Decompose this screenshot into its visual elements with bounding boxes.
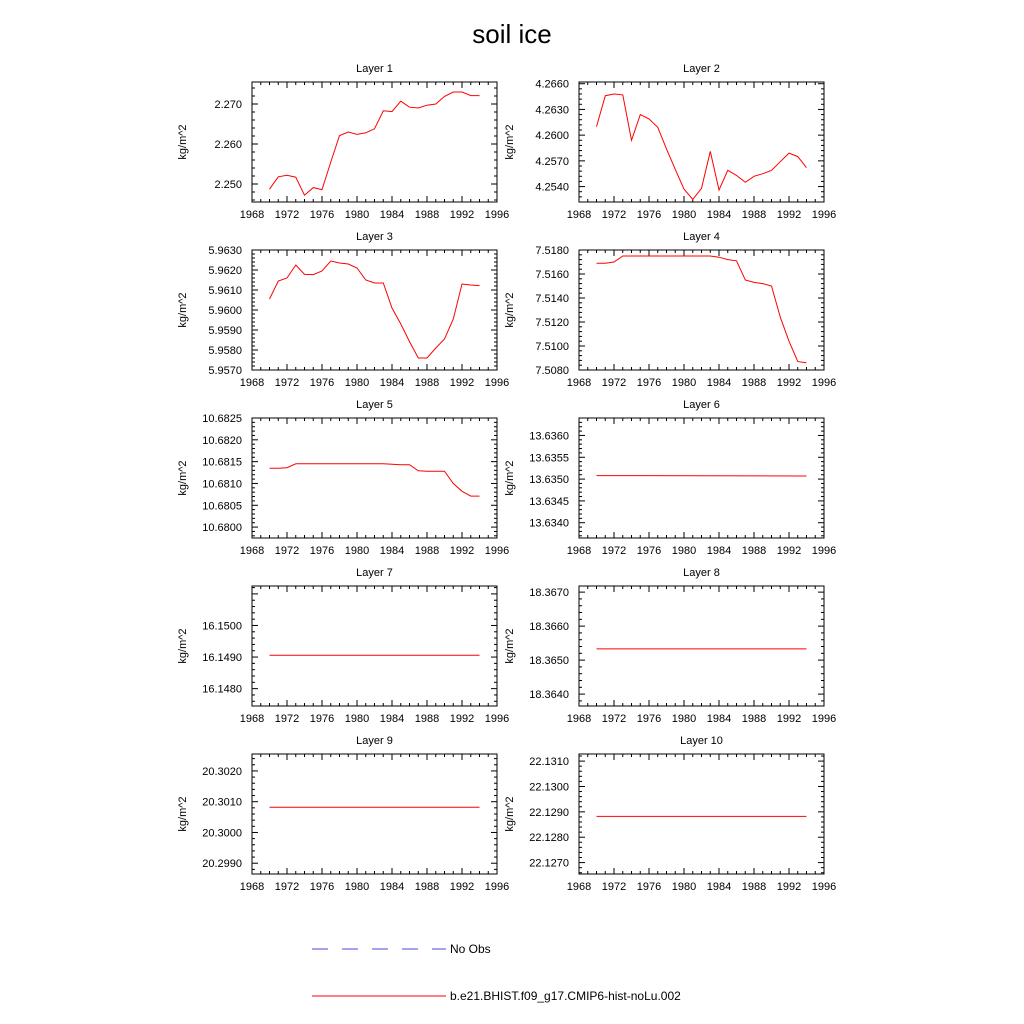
y-tick-label: 10.6820: [202, 434, 242, 447]
x-tick-label: 1988: [741, 713, 767, 725]
x-tick-label: 1968: [566, 545, 592, 557]
y-tick-label: 5.9630: [208, 245, 242, 257]
y-axis-label: kg/m^2: [504, 796, 516, 832]
x-tick-label: 1972: [601, 713, 627, 725]
y-tick-label: 13.6345: [529, 495, 569, 508]
x-tick-label: 1972: [274, 209, 300, 221]
y-tick-label: 2.270: [214, 99, 242, 111]
y-tick-label: 22.1290: [529, 806, 569, 819]
x-tick-label: 1968: [239, 545, 265, 557]
x-tick-label: 1980: [344, 545, 370, 557]
x-tick-label: 1968: [566, 881, 592, 893]
y-axis-label: kg/m^2: [504, 460, 516, 496]
y-tick-label: 4.2600: [535, 130, 569, 143]
x-tick-label: 1992: [449, 377, 475, 389]
y-tick-label: 22.1310: [529, 756, 569, 769]
y-tick-label: 7.5120: [535, 317, 569, 329]
y-tick-label: 5.9620: [208, 265, 242, 277]
y-tick-label: 4.2630: [535, 104, 569, 117]
x-tick-label: 1984: [379, 209, 405, 221]
panel-title: Layer 7: [356, 567, 393, 579]
x-tick-label: 1996: [484, 377, 510, 389]
x-tick-label: 1996: [811, 545, 837, 557]
panel-title: Layer 2: [683, 63, 720, 75]
x-tick-label: 1988: [741, 545, 767, 557]
x-tick-label: 1996: [484, 209, 510, 221]
x-tick-label: 1992: [776, 377, 802, 389]
y-tick-label: 10.6810: [202, 478, 242, 491]
x-tick-label: 1996: [484, 713, 510, 725]
y-tick-label: 10.6800: [202, 522, 242, 535]
y-tick-label: 13.6360: [529, 430, 569, 443]
x-tick-label: 1968: [239, 209, 265, 221]
y-tick-label: 5.9590: [208, 325, 242, 337]
x-tick-label: 1976: [636, 209, 662, 221]
x-tick-label: 1972: [274, 881, 300, 893]
x-tick-label: 1996: [484, 545, 510, 557]
y-tick-label: 20.3000: [202, 827, 242, 840]
x-tick-label: 1980: [671, 545, 697, 557]
x-tick-label: 1968: [239, 713, 265, 725]
x-tick-label: 1988: [741, 209, 767, 221]
x-tick-label: 1988: [741, 881, 767, 893]
x-tick-label: 1996: [484, 881, 510, 893]
y-tick-label: 13.6340: [529, 517, 569, 530]
x-tick-label: 1988: [741, 377, 767, 389]
x-tick-label: 1972: [601, 545, 627, 557]
y-tick-label: 10.6815: [202, 456, 242, 469]
x-tick-label: 1992: [776, 713, 802, 725]
y-tick-label: 2.250: [214, 179, 242, 191]
x-tick-label: 1968: [239, 881, 265, 893]
y-tick-label: 5.9600: [208, 305, 242, 317]
x-tick-label: 1984: [706, 881, 732, 893]
x-tick-label: 1988: [414, 545, 440, 557]
legend-label: No Obs: [450, 942, 491, 956]
y-tick-label: 10.6805: [202, 500, 242, 513]
y-tick-label: 16.1500: [202, 620, 242, 633]
x-tick-label: 1972: [274, 545, 300, 557]
y-tick-label: 22.1270: [529, 857, 569, 870]
x-tick-label: 1976: [309, 377, 335, 389]
x-tick-label: 1980: [344, 881, 370, 893]
x-tick-label: 1984: [706, 209, 732, 221]
y-axis-label: kg/m^2: [177, 796, 189, 832]
x-tick-label: 1984: [379, 545, 405, 557]
y-tick-label: 7.5100: [535, 341, 569, 353]
y-tick-label: 7.5180: [535, 245, 569, 257]
x-tick-label: 1972: [601, 377, 627, 389]
x-tick-label: 1972: [601, 881, 627, 893]
x-tick-label: 1992: [776, 209, 802, 221]
x-tick-label: 1992: [449, 881, 475, 893]
x-tick-label: 1976: [309, 209, 335, 221]
y-axis-label: kg/m^2: [177, 292, 189, 328]
x-tick-label: 1976: [309, 713, 335, 725]
y-tick-label: 20.3020: [202, 765, 242, 778]
y-tick-label: 5.9570: [208, 365, 242, 377]
x-tick-label: 1980: [344, 713, 370, 725]
legend-label: b.e21.BHIST.f09_g17.CMIP6-hist-noLu.002: [450, 989, 681, 1003]
y-tick-label: 2.260: [214, 139, 242, 151]
x-tick-label: 1988: [414, 713, 440, 725]
x-tick-label: 1980: [671, 209, 697, 221]
y-tick-label: 7.5140: [535, 293, 569, 305]
x-tick-label: 1972: [274, 377, 300, 389]
x-tick-label: 1984: [706, 377, 732, 389]
x-tick-label: 1992: [449, 209, 475, 221]
x-tick-label: 1996: [811, 881, 837, 893]
x-tick-label: 1980: [671, 881, 697, 893]
x-tick-label: 1992: [449, 713, 475, 725]
y-tick-label: 5.9610: [208, 285, 242, 297]
x-tick-label: 1976: [636, 377, 662, 389]
y-tick-label: 16.1480: [202, 683, 242, 696]
x-tick-label: 1968: [239, 377, 265, 389]
panel-title: Layer 5: [356, 399, 393, 411]
x-tick-label: 1980: [344, 209, 370, 221]
y-tick-label: 18.3670: [529, 587, 569, 600]
x-tick-label: 1984: [706, 545, 732, 557]
x-tick-label: 1968: [566, 209, 592, 221]
y-axis-label: kg/m^2: [504, 628, 516, 664]
y-tick-label: 10.6825: [202, 413, 242, 425]
y-tick-label: 13.6355: [529, 452, 569, 465]
y-tick-label: 13.6350: [529, 474, 569, 487]
x-tick-label: 1992: [449, 545, 475, 557]
panel-title: Layer 3: [356, 231, 393, 243]
y-tick-label: 18.3640: [529, 689, 569, 702]
panel-title: Layer 4: [683, 231, 720, 243]
y-axis-label: kg/m^2: [504, 124, 516, 160]
x-tick-label: 1992: [776, 545, 802, 557]
y-axis-label: kg/m^2: [177, 124, 189, 160]
panel-title: Layer 9: [356, 735, 393, 747]
panel-title: Layer 6: [683, 399, 720, 411]
y-tick-label: 4.2570: [535, 155, 569, 168]
y-tick-label: 4.2660: [535, 78, 569, 91]
x-tick-label: 1988: [414, 377, 440, 389]
figure-title: soil ice: [472, 19, 552, 49]
panel-title: Layer 10: [680, 735, 723, 747]
x-tick-label: 1996: [811, 377, 837, 389]
x-tick-label: 1980: [344, 377, 370, 389]
x-tick-label: 1968: [566, 377, 592, 389]
x-tick-label: 1988: [414, 881, 440, 893]
y-tick-label: 22.1280: [529, 832, 569, 845]
x-tick-label: 1984: [379, 713, 405, 725]
y-tick-label: 18.3660: [529, 621, 569, 634]
x-tick-label: 1992: [776, 881, 802, 893]
x-tick-label: 1976: [309, 881, 335, 893]
x-tick-label: 1968: [566, 713, 592, 725]
x-tick-label: 1976: [636, 545, 662, 557]
y-tick-label: 16.1490: [202, 652, 242, 665]
y-tick-label: 7.5080: [535, 365, 569, 377]
x-tick-label: 1984: [379, 377, 405, 389]
x-tick-label: 1980: [671, 377, 697, 389]
x-tick-label: 1976: [636, 881, 662, 893]
y-tick-label: 7.5160: [535, 269, 569, 281]
x-tick-label: 1980: [671, 713, 697, 725]
y-tick-label: 4.2540: [535, 181, 569, 194]
y-tick-label: 22.1300: [529, 781, 569, 794]
x-tick-label: 1976: [636, 713, 662, 725]
y-tick-label: 20.2990: [202, 858, 242, 871]
y-axis-label: kg/m^2: [177, 460, 189, 496]
x-tick-label: 1996: [811, 209, 837, 221]
x-tick-label: 1984: [706, 713, 732, 725]
x-tick-label: 1972: [274, 713, 300, 725]
y-tick-label: 20.3010: [202, 796, 242, 809]
y-axis-label: kg/m^2: [177, 628, 189, 664]
x-tick-label: 1984: [379, 881, 405, 893]
panel-title: Layer 1: [356, 63, 393, 75]
x-tick-label: 1972: [601, 209, 627, 221]
y-axis-label: kg/m^2: [504, 292, 516, 328]
x-tick-label: 1988: [414, 209, 440, 221]
x-tick-label: 1996: [811, 713, 837, 725]
panel-title: Layer 8: [683, 567, 720, 579]
x-tick-label: 1976: [309, 545, 335, 557]
y-tick-label: 18.3650: [529, 655, 569, 668]
y-tick-label: 5.9580: [208, 345, 242, 357]
